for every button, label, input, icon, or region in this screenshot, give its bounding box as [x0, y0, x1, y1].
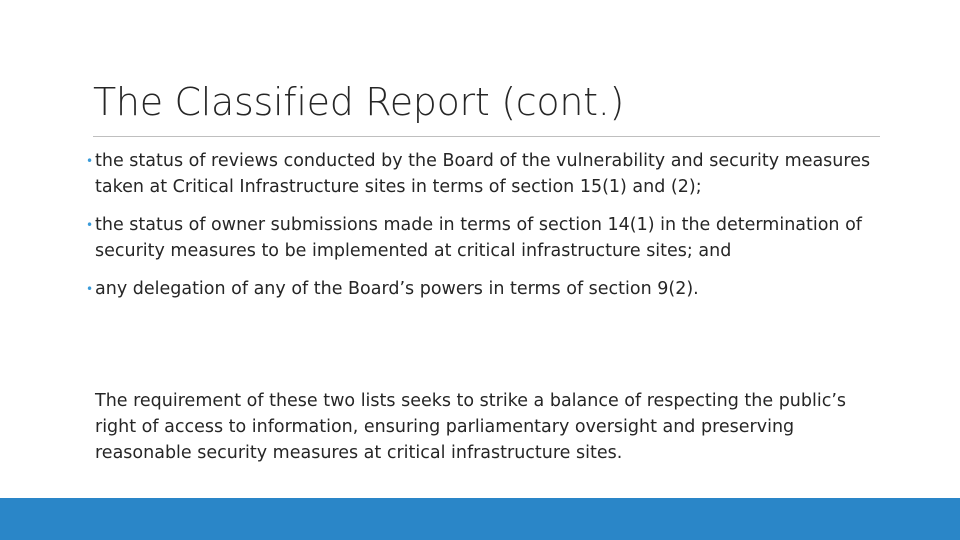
bullet-list — [86, 148, 886, 314]
bullet-icon: • — [86, 218, 94, 232]
bullet-item — [86, 212, 886, 264]
slide-title: The Classified Report (cont.) — [93, 80, 625, 124]
footer-accent-bar — [0, 498, 960, 540]
bullet-text: any delegation of any of the Board’s powers in terms of section 9(2). — [95, 279, 699, 299]
bullet-icon: • — [86, 282, 94, 296]
bullet-icon: • — [86, 154, 94, 168]
title-divider — [93, 136, 880, 137]
bullet-item — [86, 148, 886, 200]
bullet-text: the status of owner submissions made in terms of section 14(1) in the determination of security measures to be implemented at critical infrastructure sites; and — [95, 215, 862, 261]
bullet-text: the status of reviews conducted by the Board of the vulnerability and security measures taken at Critical Infrastructure sites in terms of section 15(1) and (2); — [95, 151, 871, 197]
closing-paragraph: The requirement of these two lists seeks to strike a balance of respecting the public’s right of access to information, ensuring parliamentary oversight and preserving reasonable security measures at critical infrastructure sites. — [95, 391, 847, 463]
bullet-item — [86, 276, 886, 302]
